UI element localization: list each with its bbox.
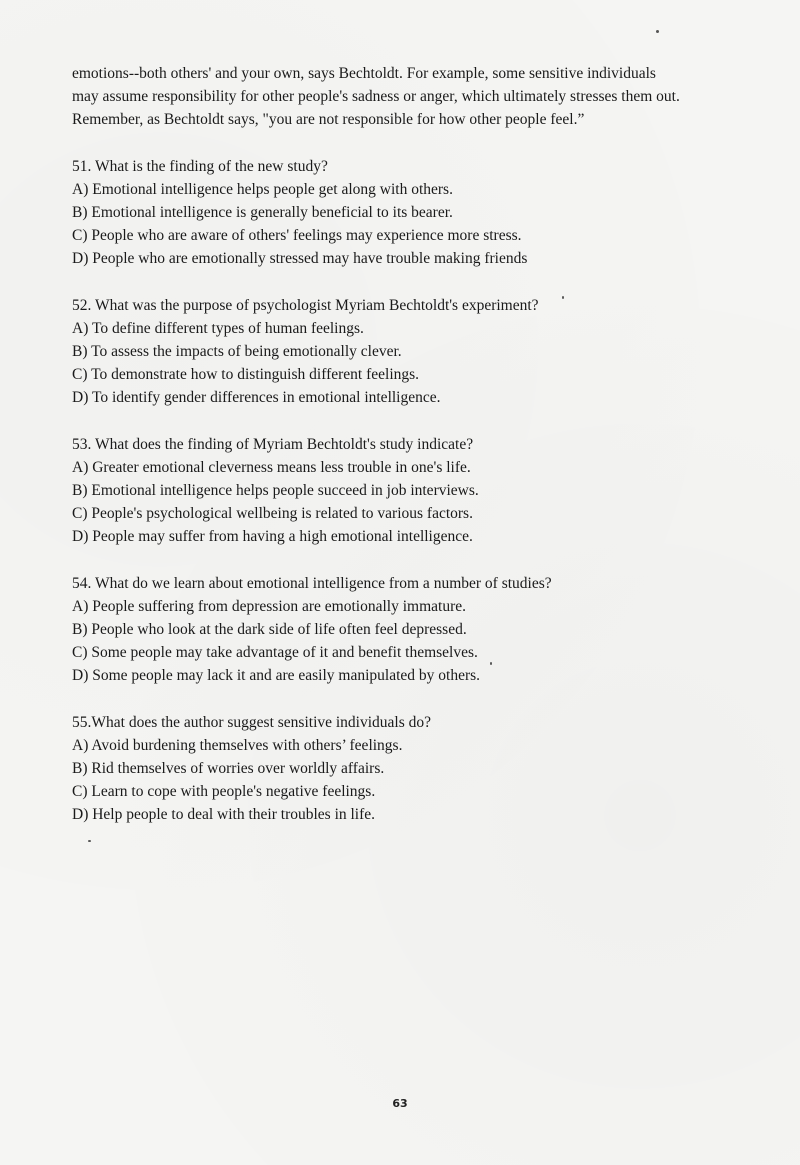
option-d: D) People who are emotionally stressed may have trouble making friends	[72, 250, 528, 267]
passage-line: Remember, as Bechtoldt says, "you are not responsible for how other people feel.”	[72, 111, 585, 128]
option-a: A) People suffering from depression are emotionally immature.	[72, 598, 466, 615]
question-54	[72, 572, 692, 687]
page-content	[72, 62, 692, 826]
option-c: C) To demonstrate how to distinguish different feelings.	[72, 366, 420, 383]
option-a: A) Greater emotional cleverness means less trouble in one's life.	[72, 459, 471, 476]
passage-line: emotions--both others' and your own, says Bechtoldt. For example, some sensitive individuals	[72, 65, 656, 82]
passage-excerpt	[72, 62, 692, 131]
question-stem: 51. What is the finding of the new study?	[72, 158, 328, 175]
option-d: D) People may suffer from having a high emotional intelligence.	[72, 528, 473, 545]
option-b: B) To assess the impacts of being emotionally clever.	[72, 343, 402, 360]
option-d: D) To identify gender differences in emotional intelligence.	[72, 389, 441, 406]
scan-speck	[490, 662, 492, 665]
question-53	[72, 433, 692, 548]
question-stem: 52. What was the purpose of psychologist Myriam Bechtoldt's experiment?	[72, 297, 539, 314]
question-51	[72, 155, 692, 270]
option-c: C) Learn to cope with people's negative feelings.	[72, 783, 376, 800]
option-d: D) Some people may lack it and are easily manipulated by others.	[72, 667, 481, 684]
option-b: B) Emotional intelligence is generally beneficial to its bearer.	[72, 204, 453, 221]
option-a: A) Emotional intelligence helps people get along with others.	[72, 181, 453, 198]
option-b: B) Emotional intelligence helps people succeed in job interviews.	[72, 482, 479, 499]
option-c: C) Some people may take advantage of it and benefit themselves.	[72, 644, 478, 661]
question-stem: 55.What does the author suggest sensitive individuals do?	[72, 714, 432, 731]
option-b: B) Rid themselves of worries over worldly affairs.	[72, 760, 385, 777]
option-c: C) People's psychological wellbeing is related to various factors.	[72, 505, 473, 522]
question-55	[72, 711, 692, 826]
question-52	[72, 294, 692, 409]
option-b: B) People who look at the dark side of life often feel depressed.	[72, 621, 467, 638]
scan-speck	[88, 840, 91, 842]
scan-speck	[562, 296, 564, 299]
option-d: D) Help people to deal with their troubles in life.	[72, 806, 376, 823]
scan-speck	[656, 30, 659, 33]
passage-line: may assume responsibility for other people's sadness or anger, which ultimately stresses them out.	[72, 88, 680, 105]
page-number: 63	[392, 1097, 408, 1110]
option-a: A) Avoid burdening themselves with others’ feelings.	[72, 737, 403, 754]
option-c: C) People who are aware of others' feelings may experience more stress.	[72, 227, 522, 244]
question-stem: 53. What does the finding of Myriam Bechtoldt's study indicate?	[72, 436, 474, 453]
option-a: A) To define different types of human feelings.	[72, 320, 364, 337]
question-stem: 54. What do we learn about emotional intelligence from a number of studies?	[72, 575, 552, 592]
